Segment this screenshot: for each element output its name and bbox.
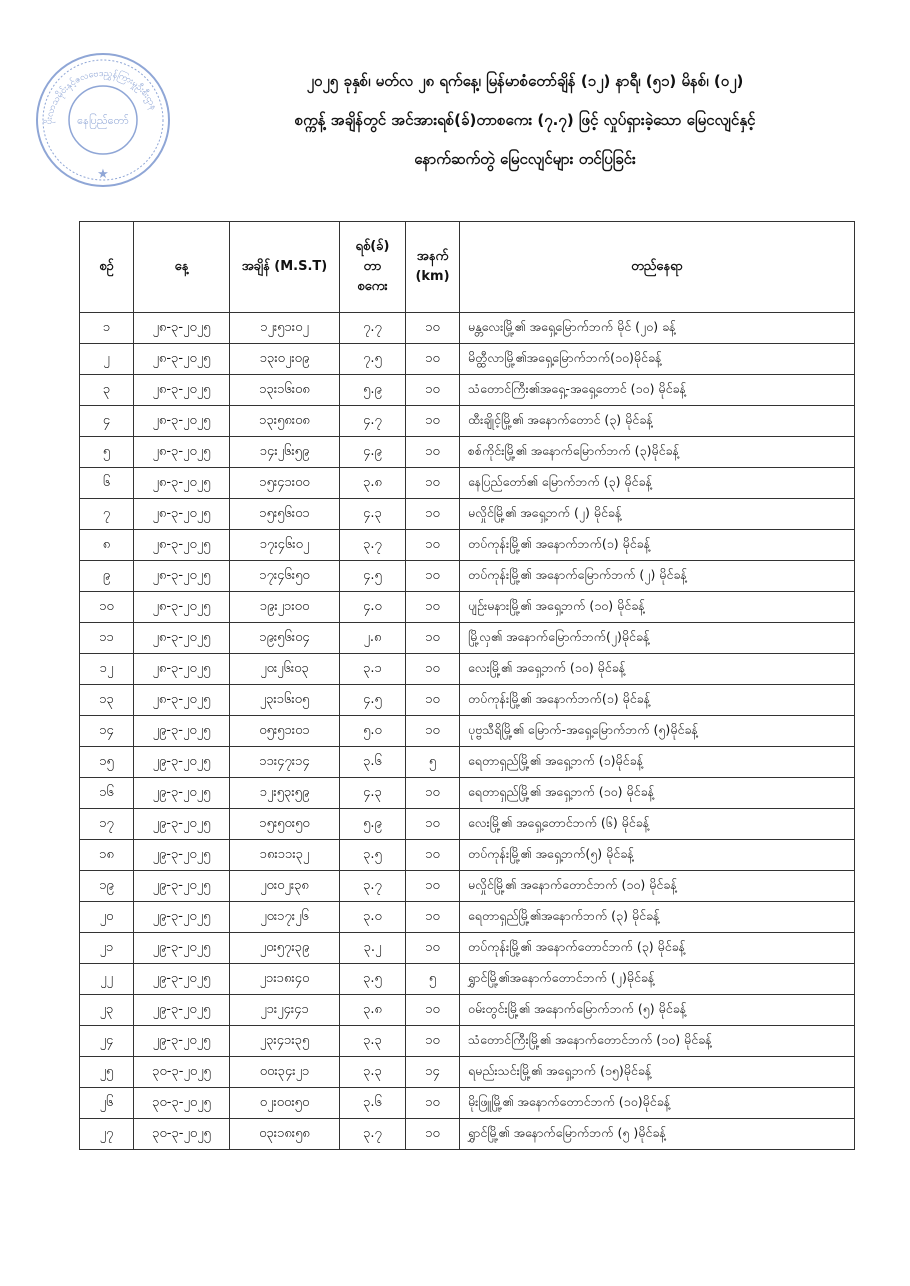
row-depth: ၁၀ (406, 623, 460, 654)
row-location: ရေတာရှည်မြို့၏ အရှေ့ဘက် (၁)မိုင်ခန့် (460, 747, 855, 778)
row-location: နေပြည်တော်၏ မြောက်ဘက် (၃) မိုင်ခန့် (460, 468, 855, 499)
row-date: ၂၈-၃-၂၀၂၅ (134, 685, 230, 716)
row-time: ၁၃း၀၂း၀၉ (230, 344, 340, 375)
row-depth: ၁၀ (406, 809, 460, 840)
row-no: ၁၃ (80, 685, 134, 716)
row-no: ၄ (80, 406, 134, 437)
row-depth: ၁၀ (406, 1026, 460, 1057)
row-time: ၁၂း၅၁း၀၂ (230, 313, 340, 344)
row-magnitude: ၄.၅ (340, 685, 406, 716)
table-row (80, 716, 855, 747)
header-depth (406, 222, 460, 313)
row-date: ၂၈-၃-၂၀၂၅ (134, 561, 230, 592)
row-magnitude: ၃.၆ (340, 1088, 406, 1119)
row-depth: ၁၀ (406, 592, 460, 623)
row-magnitude: ၅.၀ (340, 716, 406, 747)
row-date: ၃၀-၃-၂၀၂၅ (134, 1057, 230, 1088)
row-no: ၆ (80, 468, 134, 499)
row-location: သံတောင်ကြီးမြို့၏ အနောက်တောင်ဘက် (၁၀) မိုင်ခန့် (460, 1026, 855, 1057)
header-location: တည်နေရာ (460, 222, 855, 313)
row-time: ၂၃း၁၆း၀၅ (230, 685, 340, 716)
row-magnitude: ၇.၇ (340, 313, 406, 344)
row-time: ၁၉း၂၁း၀၀ (230, 592, 340, 623)
row-date: ၂၈-၃-၂၀၂၅ (134, 375, 230, 406)
row-location: မလှိုင်မြို့၏ အရှေ့ဘက် (၂) မိုင်ခန့် (460, 499, 855, 530)
row-no: ၁၆ (80, 778, 134, 809)
row-date: ၂၉-၃-၂၀၂၅ (134, 840, 230, 871)
row-location: မိုးဖြူမြို့၏ အနောက်တောင်ဘက် (၁၀)မိုင်ခန့် (460, 1088, 855, 1119)
row-depth: ၁၀ (406, 1088, 460, 1119)
row-date: ၂၉-၃-၂၀၂၅ (134, 995, 230, 1026)
row-location: စစ်ကိုင်းမြို့၏ အနောက်မြောက်ဘက် (၃)မိုင်ခန့် (460, 437, 855, 468)
table-row (80, 406, 855, 437)
table-row (80, 344, 855, 375)
row-date: ၂၉-၃-၂၀၂၅ (134, 716, 230, 747)
row-date: ၂၈-၃-၂၀၂၅ (134, 468, 230, 499)
row-time: ၁၈း၁၁း၃၂ (230, 840, 340, 871)
row-magnitude: ၃.၃ (340, 1026, 406, 1057)
header-date: နေ့ (134, 222, 230, 313)
row-no: ၂ (80, 344, 134, 375)
row-date: ၂၉-၃-၂၀၂၅ (134, 871, 230, 902)
table-row (80, 654, 855, 685)
row-location: လေးမြို့၏ အရှေ့တောင်ဘက် (၆) မိုင်ခန့် (460, 809, 855, 840)
star-icon: ★ (97, 167, 109, 182)
row-depth: ၁၀ (406, 778, 460, 809)
row-no: ၉ (80, 561, 134, 592)
row-location: ပျဉ်းမနားမြို့၏ အရှေ့ဘက် (၁၀) မိုင်ခန့် (460, 592, 855, 623)
row-depth: ၁၀ (406, 995, 460, 1026)
row-date: ၂၈-၃-၂၀၂၅ (134, 499, 230, 530)
row-location: တပ်ကုန်းမြို့၏ အနောက်တောင်ဘက် (၃) မိုင်ခန့် (460, 933, 855, 964)
row-time: ၂၃း၄၁း၃၅ (230, 1026, 340, 1057)
row-no: ၂၇ (80, 1119, 134, 1150)
row-date: ၂၉-၃-၂၀၂၅ (134, 778, 230, 809)
row-time: ၁၇း၄၆း၀၂ (230, 530, 340, 561)
row-depth: ၁၀ (406, 406, 460, 437)
row-time: ၂၀း၁၇း၂၆ (230, 902, 340, 933)
row-magnitude: ၃.၇ (340, 871, 406, 902)
row-date: ၂၉-၃-၂၀၂၅ (134, 902, 230, 933)
table-row (80, 468, 855, 499)
row-magnitude: ၄.၃ (340, 499, 406, 530)
row-magnitude: ၃.၈ (340, 995, 406, 1026)
header-magnitude-line-2: တာ (363, 259, 382, 274)
row-no: ၁၅ (80, 747, 134, 778)
row-depth: ၁၀ (406, 313, 460, 344)
row-no: ၂၃ (80, 995, 134, 1026)
title-line-2: စက္ကန့် အချိန်တွင် အင်အားရစ်(ခ်)တာစကေး (၇.၇) ဖြင့် လှုပ်ရှားခဲ့သော မြေငလျင်နှင့် (294, 111, 756, 129)
header-magnitude-line-1: ရစ်(ခ်) (355, 239, 390, 254)
table-row (80, 530, 855, 561)
earthquake-table (79, 221, 855, 1150)
row-time: ၁၄း၂၆း၅၉ (230, 437, 340, 468)
row-depth: ၁၀ (406, 1119, 460, 1150)
row-magnitude: ၅.၉ (340, 375, 406, 406)
table-row (80, 1119, 855, 1150)
table-row (80, 1057, 855, 1088)
row-date: ၂၈-၃-၂၀၂၅ (134, 654, 230, 685)
table-row (80, 623, 855, 654)
header-no: စဉ် (80, 222, 134, 313)
row-depth: ၁၀ (406, 933, 460, 964)
table-header-row (80, 222, 855, 313)
row-location: ရွှာင်မြို့၏အနောက်တောင်ဘက် (၂)မိုင်ခန့် (460, 964, 855, 995)
row-location: ထီးချိုင့်မြို့၏ အနောက်တောင် (၃) မိုင်ခန့် (460, 406, 855, 437)
row-no: ၅ (80, 437, 134, 468)
title-line-3: နောက်ဆက်တွဲ မြေငလျင်များ တင်ပြခြင်း (414, 150, 636, 168)
row-depth: ၁၀ (406, 437, 460, 468)
table-row (80, 375, 855, 406)
row-depth: ၁၄ (406, 1057, 460, 1088)
row-no: ၂၄ (80, 1026, 134, 1057)
row-location: ပုဗ္ဗသီရိမြို့၏ မြောက်-အရှေ့မြောက်ဘက် (၅)မိုင်ခန့် (460, 716, 855, 747)
row-location: မြို့လှ၏ အနောက်မြောက်ဘက်(၂)မိုင်ခန့် (460, 623, 855, 654)
row-depth: ၁၀ (406, 344, 460, 375)
row-depth: ၁၀ (406, 871, 460, 902)
row-magnitude: ၃.၀ (340, 902, 406, 933)
row-no: ၂၁ (80, 933, 134, 964)
row-date: ၂၈-၃-၂၀၂၅ (134, 313, 230, 344)
header-depth-line-1: အနက် (416, 249, 449, 264)
row-date: ၃၀-၃-၂၀၂၅ (134, 1119, 230, 1150)
department-seal (33, 50, 173, 190)
row-date: ၂၉-၃-၂၀၂၅ (134, 1026, 230, 1057)
row-magnitude: ၃.၂ (340, 933, 406, 964)
row-no: ၂၅ (80, 1057, 134, 1088)
row-location: မိတ္ထီလာမြို့၏အရှေ့မြောက်ဘက်(၁၀)မိုင်ခန့် (460, 344, 855, 375)
row-magnitude: ၂.၈ (340, 623, 406, 654)
table-row (80, 747, 855, 778)
row-magnitude: ၃.၅ (340, 840, 406, 871)
row-no: ၂၆ (80, 1088, 134, 1119)
row-time: ၀၅း၅၁း၀၁ (230, 716, 340, 747)
row-location: တပ်ကုန်းမြို့၏ အနောက်မြောက်ဘက် (၂) မိုင်ခန့် (460, 561, 855, 592)
table-row (80, 840, 855, 871)
row-time: ၀၃း၁၈း၅၈ (230, 1119, 340, 1150)
row-magnitude: ၃.၇ (340, 1119, 406, 1150)
row-magnitude: ၃.၃ (340, 1057, 406, 1088)
table-row (80, 561, 855, 592)
row-location: သံတောင်ကြီး၏အရှေ့-အရှေ့တောင် (၁၀) မိုင်ခန့် (460, 375, 855, 406)
row-date: ၂၉-၃-၂၀၂၅ (134, 933, 230, 964)
header-magnitude (340, 222, 406, 313)
row-no: ၃ (80, 375, 134, 406)
row-time: ၁၉း၅၆း၀၄ (230, 623, 340, 654)
row-depth: ၁၀ (406, 561, 460, 592)
row-time: ၁၁း၄၇း၁၄ (230, 747, 340, 778)
row-date: ၂၈-၃-၂၀၂၅ (134, 437, 230, 468)
row-no: ၁၄ (80, 716, 134, 747)
row-location: မန္တလေးမြို့၏ အရှေ့မြောက်ဘက် မိုင် (၂၀) ခန့် (460, 313, 855, 344)
row-location: ရေတာရှည်မြို့၏အနောက်ဘက် (၃) မိုင်ခန့် (460, 902, 855, 933)
row-depth: ၁၀ (406, 654, 460, 685)
row-no: ၁၀ (80, 592, 134, 623)
row-time: ၁၃း၁၆း၀၈ (230, 375, 340, 406)
row-time: ၁၇း၄၆း၅၀ (230, 561, 340, 592)
table-row (80, 933, 855, 964)
row-depth: ၁၀ (406, 499, 460, 530)
table-row (80, 809, 855, 840)
row-magnitude: ၃.၇ (340, 530, 406, 561)
row-magnitude: ၄.၅ (340, 561, 406, 592)
row-time: ၂၁း၂၄း၄၁ (230, 995, 340, 1026)
table-row (80, 313, 855, 344)
row-location: ဝမ်းတွင်းမြို့၏ အနောက်မြောက်ဘက် (၅) မိုင်ခန့် (460, 995, 855, 1026)
row-date: ၂၈-၃-၂၀၂၅ (134, 344, 230, 375)
row-date: ၂၉-၃-၂၀၂၅ (134, 809, 230, 840)
table-row (80, 1088, 855, 1119)
header-magnitude-line-3: စကေး (357, 279, 388, 294)
row-depth: ၁၀ (406, 902, 460, 933)
row-depth: ၁၀ (406, 530, 460, 561)
row-date: ၂၉-၃-၂၀၂၅ (134, 747, 230, 778)
row-time: ၁၃း၅၈း၀၈ (230, 406, 340, 437)
document-title (180, 62, 870, 179)
row-magnitude: ၄.၉ (340, 437, 406, 468)
table-row (80, 778, 855, 809)
row-no: ၁ (80, 313, 134, 344)
seal-arc-text: ပိုးလာသမိုင်းနှင့်ဇလဗေဒညွှန်ကြားမှုဦးစီးဌာန (44, 68, 159, 126)
row-time: ၂၁း၁၈း၄၀ (230, 964, 340, 995)
row-magnitude: ၃.၈ (340, 468, 406, 499)
row-location: တပ်ကုန်းမြို့၏ အနောက်ဘက်(၁) မိုင်ခန့် (460, 685, 855, 716)
row-time: ၂၀း၂၆း၀၃ (230, 654, 340, 685)
row-date: ၂၈-၃-၂၀၂၅ (134, 623, 230, 654)
row-location: လေးမြို့၏ အရှေ့ဘက် (၁၀) မိုင်ခန့် (460, 654, 855, 685)
row-magnitude: ၄.၇ (340, 406, 406, 437)
row-time: ၁၅း၄၁း၀၀ (230, 468, 340, 499)
table-row (80, 1026, 855, 1057)
row-date: ၂၈-၃-၂၀၂၅ (134, 592, 230, 623)
row-location: တပ်ကုန်းမြို့၏ အရှေ့ဘက်(၅) မိုင်ခန့် (460, 840, 855, 871)
row-location: ရွှာင်မြို့၏ အနောက်မြောက်ဘက် (၅ )မိုင်ခန့် (460, 1119, 855, 1150)
row-no: ၁၈ (80, 840, 134, 871)
row-depth: ၅ (406, 964, 460, 995)
row-date: ၂၈-၃-၂၀၂၅ (134, 530, 230, 561)
row-time: ၂၀း၅၇း၃၉ (230, 933, 340, 964)
table-row (80, 871, 855, 902)
row-depth: ၁၀ (406, 468, 460, 499)
header-depth-line-2: (km) (415, 269, 450, 284)
row-depth: ၁၀ (406, 716, 460, 747)
table-row (80, 685, 855, 716)
table-row (80, 592, 855, 623)
table-row (80, 995, 855, 1026)
row-magnitude: ၅.၉ (340, 809, 406, 840)
row-location: ရေတာရှည်မြို့၏ အရှေ့ဘက် (၁၀) မိုင်ခန့် (460, 778, 855, 809)
row-time: ၁၂း၅၃း၅၉ (230, 778, 340, 809)
table-row (80, 499, 855, 530)
row-date: ၂၉-၃-၂၀၂၅ (134, 964, 230, 995)
row-location: မလှိုင်မြို့၏ အနောက်တောင်ဘက် (၁၀) မိုင်ခန့် (460, 871, 855, 902)
row-magnitude: ၇.၅ (340, 344, 406, 375)
title-line-1: ၂၀၂၅ ခုနှစ်၊ မတ်လ ၂၈ ရက်နေ့၊ မြန်မာစံတော်ချိန် (၁၂) နာရီ၊ (၅၁) မိနစ်၊ (၀၂) (306, 72, 744, 90)
row-depth: ၅ (406, 747, 460, 778)
row-depth: ၁၀ (406, 375, 460, 406)
row-time: ၁၅း၅၆း၀၁ (230, 499, 340, 530)
row-magnitude: ၄.၀ (340, 592, 406, 623)
row-no: ၂၂ (80, 964, 134, 995)
row-time: ၀၂း၀၀း၅၀ (230, 1088, 340, 1119)
row-magnitude: ၃.၅ (340, 964, 406, 995)
row-date: ၂၈-၃-၂၀၂၅ (134, 406, 230, 437)
row-depth: ၁၀ (406, 685, 460, 716)
row-magnitude: ၄.၃ (340, 778, 406, 809)
row-no: ၁၂ (80, 654, 134, 685)
row-date: ၃၀-၃-၂၀၂၅ (134, 1088, 230, 1119)
row-no: ၁၁ (80, 623, 134, 654)
seal-city-text: နေပြည်တော် (77, 114, 129, 127)
row-time: ၂၀း၀၂း၃၈ (230, 871, 340, 902)
row-no: ၈ (80, 530, 134, 561)
table-row (80, 437, 855, 468)
row-time: ၀၀း၃၄း၂၁ (230, 1057, 340, 1088)
row-depth: ၁၀ (406, 840, 460, 871)
row-time: ၁၅း၅၀း၅၀ (230, 809, 340, 840)
table-row (80, 964, 855, 995)
row-location: တပ်ကုန်းမြို့၏ အနောက်ဘက်(၁) မိုင်ခန့် (460, 530, 855, 561)
table-row (80, 902, 855, 933)
row-no: ၁၉ (80, 871, 134, 902)
row-magnitude: ၃.၆ (340, 747, 406, 778)
row-no: ၂၀ (80, 902, 134, 933)
row-no: ၁၇ (80, 809, 134, 840)
header-time: အချိန် (M.S.T) (230, 222, 340, 313)
row-location: ရမည်းသင်းမြို့၏ အရှေ့ဘက် (၁၅)မိုင်ခန့် (460, 1057, 855, 1088)
row-magnitude: ၃.၁ (340, 654, 406, 685)
row-no: ၇ (80, 499, 134, 530)
